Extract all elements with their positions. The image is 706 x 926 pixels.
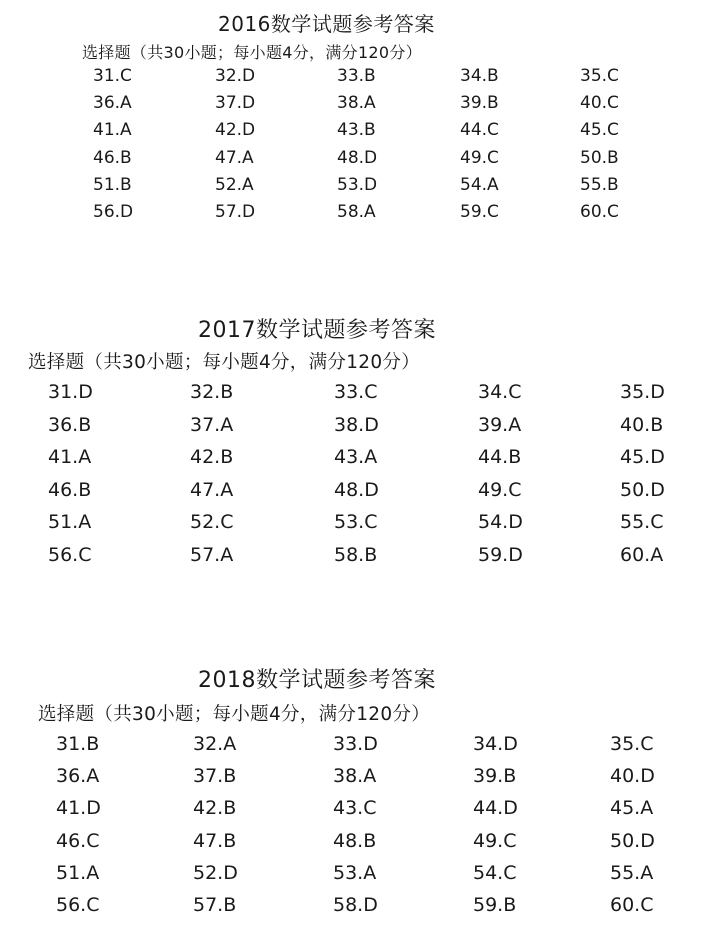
answer-cell: 50.B bbox=[580, 147, 619, 168]
answer-cell: 51.A bbox=[56, 861, 100, 884]
answer-cell: 60.C bbox=[610, 893, 654, 916]
answer-cell: 57.D bbox=[215, 201, 256, 222]
answer-cell: 54.A bbox=[460, 174, 499, 195]
answer-cell: 47.A bbox=[190, 478, 234, 501]
answer-cell: 50.D bbox=[610, 829, 655, 852]
answer-cell: 35.C bbox=[580, 66, 619, 86]
answer-cell: 41.D bbox=[56, 797, 101, 820]
answer-cell: 48.D bbox=[337, 147, 378, 168]
answer-cell: 36.A bbox=[56, 765, 100, 788]
answer-cell: 32.B bbox=[190, 381, 234, 403]
answer-cell: 55.C bbox=[620, 511, 664, 533]
answer-cell: 41.A bbox=[48, 446, 92, 468]
answer-cell: 52.D bbox=[193, 861, 238, 884]
answer-cell: 40.C bbox=[580, 93, 619, 114]
answer-cell: 59.C bbox=[460, 201, 499, 222]
answer-cell: 55.A bbox=[610, 861, 654, 884]
answer-cell: 43.A bbox=[334, 446, 378, 468]
answer-cell: 43.B bbox=[337, 120, 376, 141]
answer-cell: 52.A bbox=[215, 174, 254, 195]
section-title: 2017数学试题参考答案 bbox=[198, 318, 436, 343]
answer-cell: 38.A bbox=[337, 93, 376, 114]
answer-cell: 35.D bbox=[620, 381, 665, 403]
section-title: 2016数学试题参考答案 bbox=[218, 12, 435, 36]
answer-cell: 31.D bbox=[48, 381, 93, 403]
answer-cell: 56.C bbox=[56, 893, 100, 916]
answer-cell: 59.D bbox=[478, 543, 523, 566]
answer-cell: 40.D bbox=[610, 765, 655, 788]
answer-cell: 49.C bbox=[473, 829, 517, 852]
answer-cell: 58.A bbox=[337, 201, 376, 222]
answer-cell: 46.C bbox=[56, 829, 100, 852]
answer-cell: 36.A bbox=[93, 93, 132, 114]
answer-cell: 32.A bbox=[193, 733, 237, 755]
answer-cell: 41.A bbox=[93, 120, 132, 141]
answer-cell: 44.C bbox=[460, 120, 499, 141]
answer-cell: 48.D bbox=[334, 478, 379, 501]
answer-cell: 34.D bbox=[473, 733, 518, 755]
answer-cell: 31.B bbox=[56, 733, 100, 755]
answer-cell: 39.B bbox=[460, 93, 499, 114]
answer-cell: 38.A bbox=[333, 765, 377, 788]
answer-cell: 56.C bbox=[48, 543, 92, 566]
answer-cell: 49.C bbox=[460, 147, 499, 168]
answer-cell: 37.D bbox=[215, 93, 256, 114]
answer-cell: 54.C bbox=[473, 861, 517, 884]
answer-cell: 33.D bbox=[333, 733, 378, 755]
answer-cell: 52.C bbox=[190, 511, 234, 533]
answer-cell: 47.A bbox=[215, 147, 254, 168]
answer-cell: 51.A bbox=[48, 511, 92, 533]
answer-cell: 53.D bbox=[337, 174, 378, 195]
answer-cell: 44.B bbox=[478, 446, 522, 468]
answer-cell: 58.D bbox=[333, 893, 378, 916]
answer-cell: 42.B bbox=[190, 446, 234, 468]
answer-cell: 38.D bbox=[334, 413, 379, 436]
answer-cell: 60.C bbox=[580, 201, 619, 222]
answer-cell: 44.D bbox=[473, 797, 518, 820]
answer-cell: 46.B bbox=[48, 478, 92, 501]
answer-cell: 51.B bbox=[93, 174, 132, 195]
answer-cell: 53.A bbox=[333, 861, 377, 884]
answer-cell: 57.A bbox=[190, 543, 234, 566]
answer-cell: 58.B bbox=[334, 543, 378, 566]
answer-cell: 49.C bbox=[478, 478, 522, 501]
answer-cell: 60.A bbox=[620, 543, 664, 566]
answer-cell: 50.D bbox=[620, 478, 665, 501]
section-title: 2018数学试题参考答案 bbox=[198, 668, 436, 693]
answer-cell: 37.B bbox=[193, 765, 237, 788]
answer-cell: 43.C bbox=[333, 797, 377, 820]
section-subtitle: 选择题（共30小题；每小题4分，满分120分） bbox=[38, 704, 431, 725]
answer-cell: 45.A bbox=[610, 797, 654, 820]
answer-cell: 34.C bbox=[478, 381, 522, 403]
answer-cell: 39.B bbox=[473, 765, 517, 788]
answer-cell: 48.B bbox=[333, 829, 377, 852]
answer-cell: 33.C bbox=[334, 381, 378, 403]
answer-cell: 37.A bbox=[190, 413, 234, 436]
section-subtitle: 选择题（共30小题；每小题4分，满分120分） bbox=[82, 43, 422, 62]
answer-cell: 46.B bbox=[93, 147, 132, 168]
section-subtitle: 选择题（共30小题；每小题4分，满分120分） bbox=[28, 352, 421, 373]
answer-cell: 45.D bbox=[620, 446, 665, 468]
answer-cell: 36.B bbox=[48, 413, 92, 436]
answer-cell: 32.D bbox=[215, 66, 256, 86]
answer-cell: 35.C bbox=[610, 733, 654, 755]
answer-cell: 59.B bbox=[473, 893, 517, 916]
answer-cell: 54.D bbox=[478, 511, 523, 533]
answer-cell: 31.C bbox=[93, 66, 132, 86]
answer-cell: 47.B bbox=[193, 829, 237, 852]
answer-cell: 33.B bbox=[337, 66, 376, 86]
answer-cell: 42.D bbox=[215, 120, 256, 141]
answer-cell: 45.C bbox=[580, 120, 619, 141]
answer-cell: 56.D bbox=[93, 201, 134, 222]
answer-cell: 55.B bbox=[580, 174, 619, 195]
answer-cell: 57.B bbox=[193, 893, 237, 916]
answer-cell: 39.A bbox=[478, 413, 522, 436]
answer-cell: 42.B bbox=[193, 797, 237, 820]
answer-cell: 34.B bbox=[460, 66, 499, 86]
answer-cell: 53.C bbox=[334, 511, 378, 533]
answer-cell: 40.B bbox=[620, 413, 664, 436]
